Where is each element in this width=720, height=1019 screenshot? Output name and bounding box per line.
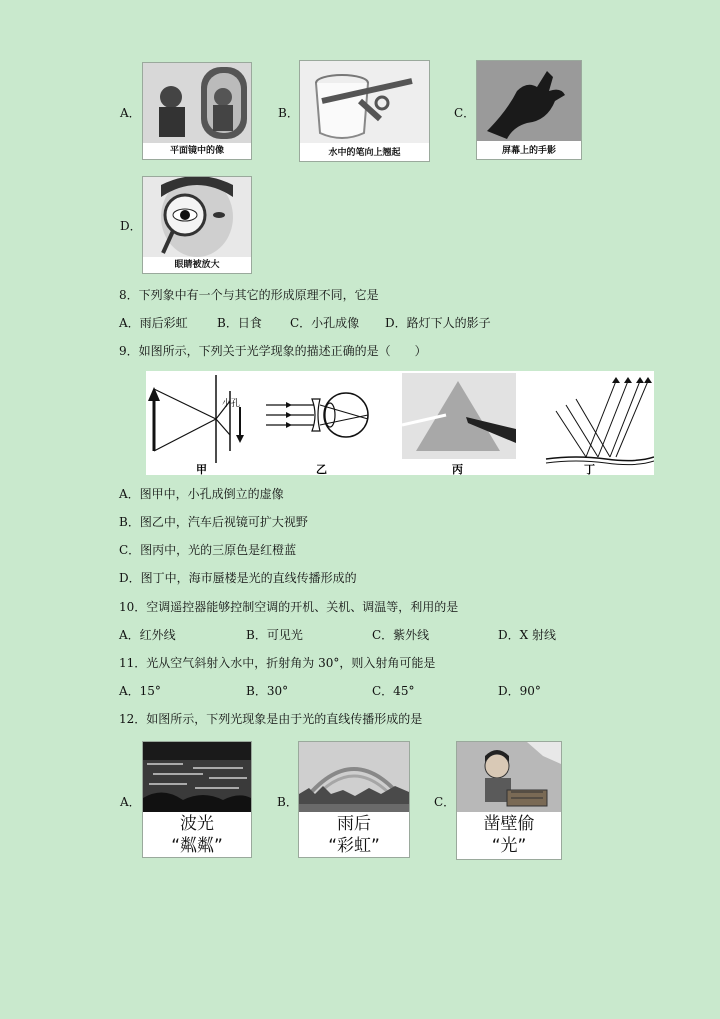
pinhole-label: 小孔 (222, 399, 241, 409)
q7-option-b-letter: B． (278, 106, 299, 120)
q12-option-a-line2: “粼粼” (171, 836, 223, 856)
q12-option-b-line2: “彩虹” (328, 836, 380, 856)
q7-option-d-image[interactable] (142, 176, 252, 274)
q7-option-c-image[interactable] (476, 60, 582, 160)
q12-option-a-letter: A． (120, 795, 141, 809)
q12-option-c-image[interactable] (456, 741, 562, 860)
prism-diagram (402, 373, 516, 459)
q11-option-d[interactable]: D．90° (498, 684, 541, 698)
figure-label-ding: 丁 (584, 463, 595, 475)
q12-option-b-letter: B． (277, 795, 298, 809)
q7-option-c-letter: C． (454, 106, 476, 120)
q7-option-c-caption: 屏幕上的手影 (501, 146, 556, 156)
figure-label-jia: 甲 (196, 463, 207, 475)
q11-option-b[interactable]: B．30° (246, 684, 289, 698)
q7-option-a-caption: 平面镜中的像 (169, 146, 224, 156)
water-ripples-icon (143, 742, 251, 812)
q7-option-b-caption: 水中的笔向上翘起 (328, 148, 401, 158)
optics-diagrams (146, 371, 654, 475)
hand-shadow-icon (477, 61, 581, 141)
figure-label-bing: 丙 (452, 463, 463, 475)
q10-option-d[interactable]: D．X 射线 (498, 628, 556, 642)
q12-option-c-line1: 凿壁偷 (483, 814, 535, 834)
q10-stem: 10．空调遥控器能够控制空调的开机、关机、调温等，利用的是 (119, 600, 459, 614)
q8-option-a[interactable]: A．雨后彩虹 (119, 316, 188, 330)
q7-option-b-image[interactable] (299, 60, 430, 162)
q10-option-b[interactable]: B．可见光 (246, 628, 303, 642)
mirror-photo-icon (143, 63, 251, 143)
q12-option-c-line2: “光” (491, 836, 527, 856)
q9-stem: 9．如图所示，下列关于光学现象的描述正确的是（ ） (119, 344, 427, 358)
q11-option-c[interactable]: C．45° (372, 684, 415, 698)
q12-option-c-letter: C． (434, 795, 456, 809)
q10-option-a[interactable]: A．红外线 (119, 628, 176, 642)
refraction-diagram (546, 381, 654, 465)
q9-option-b[interactable]: B．图乙中，汽车后视镜可扩大视野 (119, 515, 308, 529)
q12-stem: 12．如图所示，下列光现象是由于光的直线传播形成的是 (119, 712, 423, 726)
figure-label-yi: 乙 (316, 463, 327, 475)
rainbow-icon (299, 742, 409, 812)
q12-option-a-image[interactable] (142, 741, 252, 858)
q8-option-b[interactable]: B．日食 (217, 316, 262, 330)
q7-option-a-letter: A． (120, 106, 141, 120)
pencil-in-water-icon (300, 61, 429, 143)
q9-option-a[interactable]: A．图甲中，小孔成倒立的虚像 (119, 487, 284, 501)
eye-lens-diagram (266, 393, 368, 437)
q8-option-c[interactable]: C．小孔成像 (290, 316, 360, 330)
q12-option-b-image[interactable] (298, 741, 410, 858)
magnifier-eye-icon (143, 177, 251, 257)
q8-stem: 8．下列象中有一个与其它的形成原理不同，它是 (119, 288, 379, 302)
q7-option-d-letter: D． (120, 219, 142, 233)
q9-figure (146, 371, 654, 475)
q9-option-c[interactable]: C．图丙中，光的三原色是红橙蓝 (119, 543, 297, 557)
q10-option-c[interactable]: C．紫外线 (372, 628, 430, 642)
q11-stem: 11．光从空气斜射入水中，折射角为 30°，则入射角可能是 (119, 656, 436, 670)
q11-option-a[interactable]: A．15° (119, 684, 161, 698)
q7-option-d-caption: 眼睛被放大 (174, 260, 220, 270)
q12-option-a-line1: 波光 (180, 814, 214, 834)
q8-option-d[interactable]: D．路灯下人的影子 (385, 316, 491, 330)
pinhole-diagram (148, 375, 244, 463)
q12-option-b-line1: 雨后 (337, 814, 371, 834)
q9-option-d[interactable]: D．图丁中，海市蜃楼是光的直线传播形成的 (119, 571, 357, 585)
q7-option-a-image[interactable] (142, 62, 252, 160)
boy-reading-icon (457, 742, 561, 812)
